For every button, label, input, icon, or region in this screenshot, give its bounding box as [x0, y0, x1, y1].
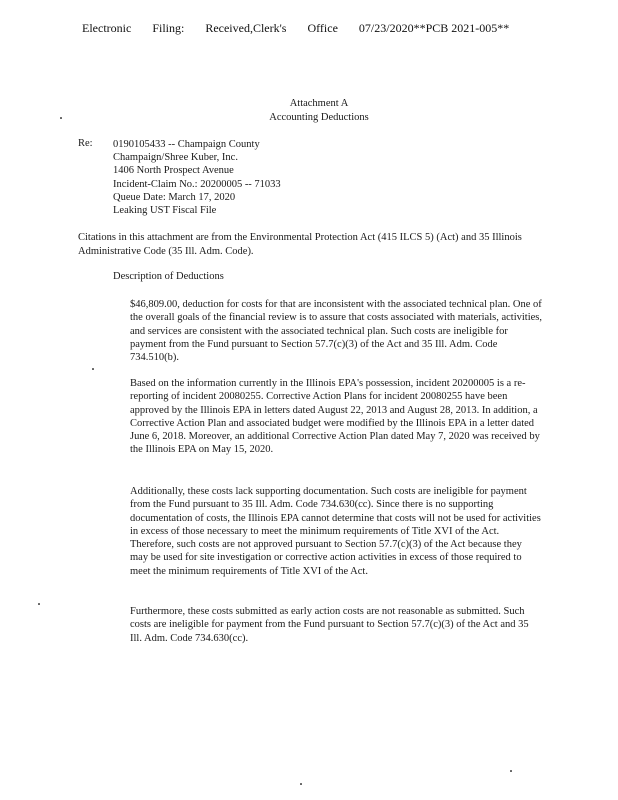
scan-speck: [300, 783, 302, 785]
title-attachment: Attachment A: [289, 98, 349, 109]
scan-speck: [60, 117, 62, 119]
title-accounting-deductions: Accounting Deductions: [269, 112, 369, 123]
citations-paragraph: Citations in this attachment are from the Environmental Protection Act (415 ILCS 5) (Act) and 35 Illinois Administrative Code (35 Ill. Adm. Code).: [78, 232, 522, 257]
scan-speck: [92, 368, 94, 370]
filing-received: Received,Clerk's: [205, 21, 287, 35]
filing-label: Filing:: [152, 21, 185, 35]
re-line-id: 0190105433 -- Champaign County: [113, 139, 260, 150]
description-heading: Description of Deductions: [113, 271, 224, 282]
deduction-paragraph-3: Additionally, these costs lack supporting documentation. Such costs are ineligible for payment from the Fund pursuant to 35 Ill. Adm. Code 734.630(cc). Since there is no supporting documentation of costs, the Illinois EPA cannot determine that costs will not be used for activities in excess of those necessary to meet the minimum requirements of Title XVI of the Act. Therefore, such costs are not approved pursuant to Section 57.7(c)(3) of the Act because they may be used for site investigation or corrective action activities in excess of those required to meet the minimum requirements of Title XVI of the Act.: [130, 486, 541, 577]
re-line-fiscal-file: Leaking UST Fiscal File: [113, 205, 217, 217]
document-title: [0, 97, 618, 125]
scan-speck: [510, 770, 512, 772]
re-line-owner: Champaign/Shree Kuber, Inc.: [113, 152, 238, 164]
filing-electronic: Electronic: [82, 21, 132, 35]
filing-stamp-header: [82, 21, 509, 36]
re-block: [113, 138, 281, 217]
filing-date-case: 07/23/2020**PCB 2021-005**: [358, 21, 510, 35]
re-line-address: 1406 North Prospect Avenue: [113, 165, 234, 177]
deduction-paragraph-2: Based on the information currently in the Illinois EPA's possession, incident 20200005 is a re-reporting of incident 20080255. Corrective Action Plans for incident 20080255 have been approved by the Illinois EPA in letters dated August 22, 2013 and August 28, 2013. In addition, a Corrective Action Plan and associated budget were modified by the Illinois EPA in a letter dated June 6, 2018. Moreover, an additional Corrective Action Plan dated May 7, 2020 was received by the Illinois EPA on May 15, 2020.: [130, 378, 540, 456]
filing-office: Office: [307, 21, 338, 35]
re-label: Re:: [78, 138, 93, 149]
deduction-paragraph-4: Furthermore, these costs submitted as early action costs are not reasonable as submitted. Such costs are ineligible for payment from the Fund pursuant to Section 57.7(c)(3) of the Act and 35 Ill. Adm. Code 734.630(cc).: [130, 606, 529, 644]
deduction-paragraph-1: $46,809.00, deduction for costs for that are inconsistent with the associated technical plan. One of the overall goals of the financial review is to assure that costs associated with materials, activities, and services are consistent with the associated technical plan. Such costs are ineligible for payment from the Fund pursuant to Section 57.7(c)(3) of the Act and 35 Ill. Adm. Code 734.510(b).: [130, 299, 542, 364]
scan-speck: [38, 603, 40, 605]
re-line-queue-date: Queue Date: March 17, 2020: [113, 191, 236, 203]
re-line-incident: Incident-Claim No.: 20200005 -- 71033: [113, 178, 281, 190]
